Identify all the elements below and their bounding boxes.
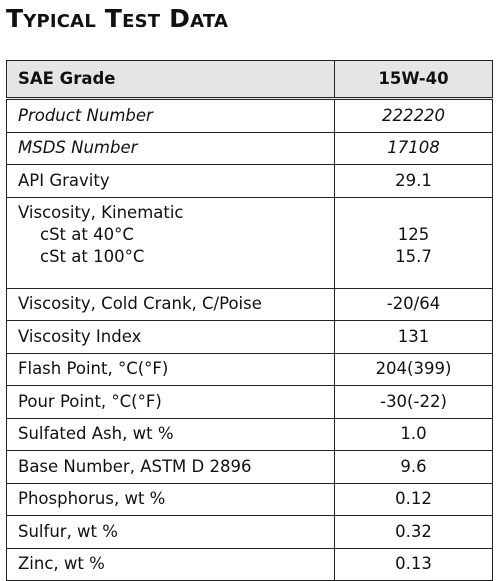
row-value: 131	[335, 321, 493, 354]
row-value: -20/64	[335, 288, 493, 321]
row-label: Viscosity, Cold Crank, C/Poise	[7, 288, 335, 321]
table-row-viscosity-cold-crank	[7, 288, 493, 321]
row-value: 1.0	[335, 418, 493, 451]
row-label: Pour Point, °C(°F)	[7, 386, 335, 419]
row-value: 0.12	[335, 483, 493, 516]
table-row-base-number	[7, 451, 493, 484]
table-row-phosphorus	[7, 483, 493, 516]
row-value-group	[335, 197, 493, 288]
table-row-viscosity-kinematic	[7, 197, 493, 288]
table-row-sulfur	[7, 516, 493, 549]
row-value: 222220	[335, 99, 493, 133]
table-header-row	[7, 61, 493, 99]
row-label: Base Number, ASTM D 2896	[7, 451, 335, 484]
table-row-msds-number	[7, 132, 493, 165]
row-sublabel-100c: cSt at 100°C	[40, 246, 145, 266]
test-data-table	[6, 60, 493, 581]
table-row-viscosity-index	[7, 321, 493, 354]
value-spacer	[335, 202, 492, 224]
row-label: Sulfur, wt %	[7, 516, 335, 549]
header-grade-cell: 15W-40	[335, 61, 493, 99]
page-title: Typical Test Data	[6, 4, 229, 33]
table-row-flash-point	[7, 353, 493, 386]
table-row-api-gravity	[7, 165, 493, 198]
row-value: 204(399)	[335, 353, 493, 386]
row-value: 29.1	[335, 165, 493, 198]
header-property-cell: SAE Grade	[7, 61, 335, 99]
row-label: MSDS Number	[7, 132, 335, 165]
row-label: Viscosity, Kinematic	[18, 202, 184, 222]
table-row-sulfated-ash	[7, 418, 493, 451]
row-label: Flash Point, °C(°F)	[7, 353, 335, 386]
row-label: API Gravity	[7, 165, 335, 198]
row-value: 17108	[335, 132, 493, 165]
row-value: -30(-22)	[335, 386, 493, 419]
table-row-product-number	[7, 99, 493, 133]
row-label-group	[7, 197, 335, 288]
row-label: Sulfated Ash, wt %	[7, 418, 335, 451]
row-sublabel-40c: cSt at 40°C	[40, 224, 134, 244]
row-label: Viscosity Index	[7, 321, 335, 354]
row-value-40c: 125	[397, 224, 430, 244]
row-value: 9.6	[335, 451, 493, 484]
row-label: Phosphorus, wt %	[7, 483, 335, 516]
row-value: 0.32	[335, 516, 493, 549]
row-label: Product Number	[7, 99, 335, 133]
table-row-pour-point	[7, 386, 493, 419]
row-label: Zinc, wt %	[7, 548, 335, 581]
row-value-100c: 15.7	[395, 246, 432, 266]
row-value: 0.13	[335, 548, 493, 581]
